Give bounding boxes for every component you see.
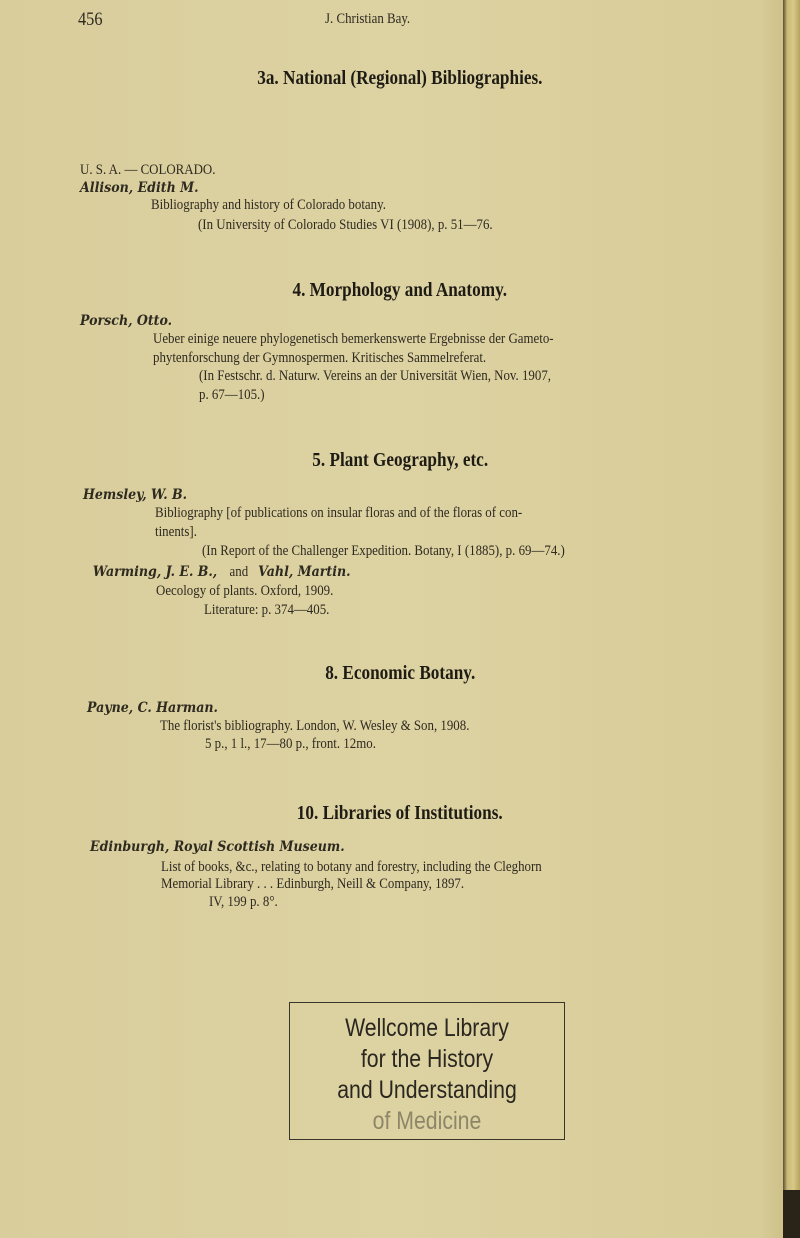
entry-line: Bibliography [of publications on insular floras and of the floras of con- [155, 505, 523, 521]
entry-line: (In University of Colorado Studies VI (1908), p. 51—76. [198, 217, 493, 233]
book-spine-shadow [783, 1190, 800, 1238]
entry-author: Payne, C. Harman. [87, 700, 218, 716]
entry-line: Bibliography and history of Colorado botany. [151, 197, 386, 213]
entry-line: List of books, &c., relating to botany and forestry, including the Cleghorn [161, 859, 542, 875]
section-heading: 4. Morphology and Anatomy. [292, 279, 508, 301]
entry-line: Literature: p. 374—405. [204, 602, 330, 618]
stamp-line: Wellcome Library [345, 1014, 509, 1042]
entry-line: IV, 199 p. 8°. [209, 894, 278, 910]
entry-line: Ueber einige neuere phylogenetisch bemerkenswerte Ergebnisse der Gameto- [153, 331, 554, 347]
entry-line: The florist's bibliography. London, W. Wesley & Son, 1908. [160, 718, 470, 734]
section-heading: 5. Plant Geography, etc. [312, 449, 488, 471]
entry-author: Edinburgh, Royal Scottish Museum. [90, 839, 345, 855]
entry-author: Warming, J. E. B., [92, 564, 218, 580]
author-join: and [229, 564, 248, 580]
entry-author: Porsch, Otto. [80, 313, 173, 329]
stamp-line: and Understanding [337, 1076, 517, 1104]
stamp-line: for the History [360, 1045, 494, 1073]
entry-line: phytenforschung der Gymnospermen. Kritisches Sammelreferat. [153, 350, 487, 366]
entry-line: p. 67—105.) [199, 387, 265, 403]
entry-line: tinents]. [155, 524, 197, 540]
running-title: J. Christian Bay. [325, 11, 411, 27]
entry-coauthor: Vahl, Martin. [258, 564, 351, 580]
page-number: 456 [78, 9, 103, 30]
entry-author: Hemsley, W. B. [83, 487, 188, 503]
section-heading: 10. Libraries of Institutions. [297, 802, 503, 824]
stamp-line: of Medicine [372, 1107, 482, 1135]
entry-line: (In Festschr. d. Naturw. Vereins an der Universität Wien, Nov. 1907, [199, 368, 552, 384]
section-heading: 3a. National (Regional) Bibliographies. [257, 67, 543, 89]
entry-line: (In Report of the Challenger Expedition. Botany, I (1885), p. 69—74.) [202, 543, 565, 559]
book-spine-edge [783, 0, 800, 1238]
section-heading: 8. Economic Botany. [324, 662, 476, 684]
entry-line: 5 p., 1 l., 17—80 p., front. 12mo. [205, 736, 376, 752]
entry-author: Allison, Edith M. [80, 180, 199, 196]
entry-line: Memorial Library . . . Edinburgh, Neill & Company, 1897. [161, 876, 465, 892]
library-stamp [289, 1002, 565, 1140]
entry-authors [86, 563, 356, 581]
subheading: U. S. A. — COLORADO. [80, 162, 216, 178]
entry-line: Oecology of plants. Oxford, 1909. [156, 583, 334, 599]
